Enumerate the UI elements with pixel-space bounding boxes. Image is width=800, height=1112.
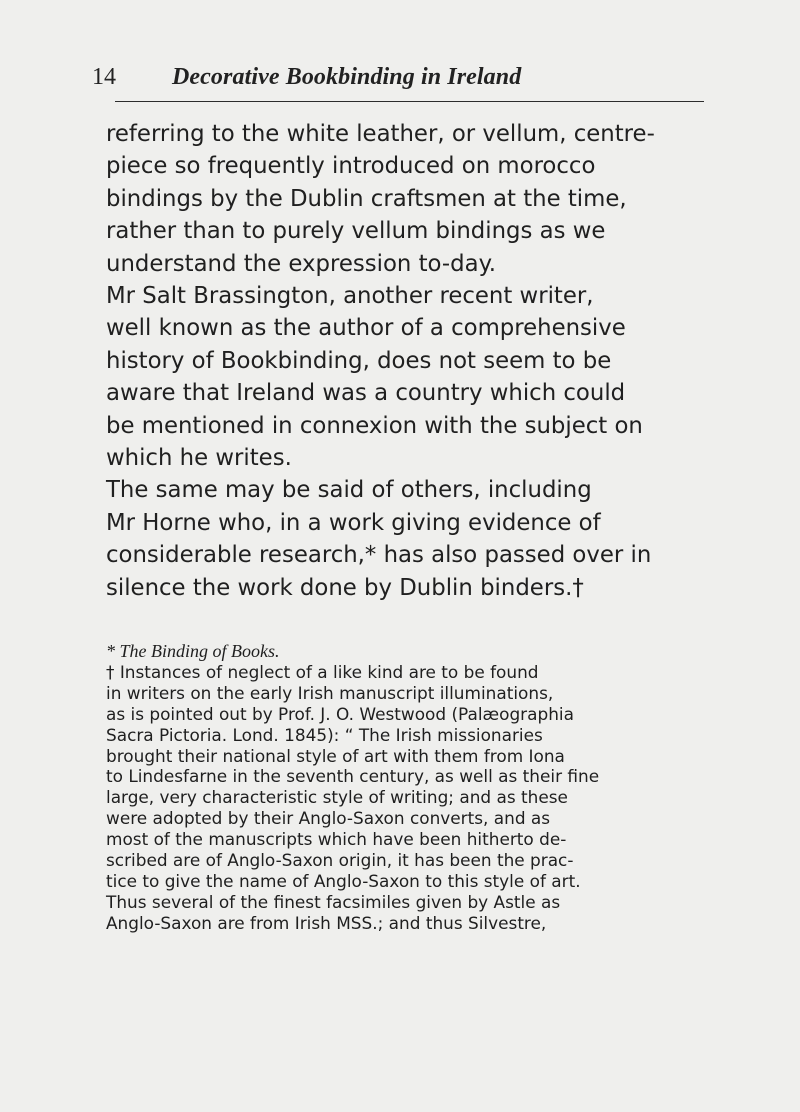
body-line-7: well known as the author of a comprehensive (106, 315, 626, 342)
body-line-6: Mr Salt Brassington, another recent writer, (106, 283, 594, 310)
body-line-3: bindings by the Dublin craftsmen at the time, (106, 185, 627, 212)
body-line-11: which he writes. (106, 445, 292, 472)
footnote-2-line-5: brought their national style of art with them from Iona (106, 745, 565, 766)
page-header (92, 63, 704, 103)
footnote-2-line-3: as is pointed out by Prof. J. O. Westwood (Palæographia (106, 703, 574, 724)
footnotes (106, 641, 706, 934)
footnote-2-line-7: large, very characteristic style of writing; and as these (106, 787, 568, 808)
body-line-10: be mentioned in connexion with the subject on (106, 412, 643, 439)
footnote-2-line-2: in writers on the early Irish manuscript illuminations, (106, 682, 554, 703)
body-line-5: understand the expression to-day. (106, 250, 497, 277)
footnote-2-line-13: Anglo-Saxon are from Irish MSS.; and thus Silvestre, (106, 912, 547, 933)
footnote-1: * The Binding of Books. (106, 641, 280, 661)
footnote-2-line-4: Sacra Pictoria. Lond. 1845): “ The Irish missionaries (106, 724, 543, 745)
body-line-1: referring to the white leather, or vellum, centre- (106, 121, 655, 147)
body-line-8: history of Bookbinding, does not seem to be (106, 347, 612, 374)
body-line-15: silence the work done by Dublin binders.† (106, 574, 584, 601)
footnote-2-line-8: were adopted by their Anglo-Saxon converts, and as (106, 808, 551, 829)
footnote-2-line-10: scribed are of Anglo-Saxon origin, it has been the prac- (106, 850, 574, 871)
body-line-4: rather than to purely vellum bindings as we (106, 218, 606, 245)
body-line-13: Mr Horne who, in a work giving evidence of (106, 509, 601, 536)
footnote-2-line-11: tice to give the name of Anglo-Saxon to this style of art. (106, 870, 581, 891)
body-line-14: considerable research,* has also passed over in (106, 542, 652, 569)
footnote-2-line-12: Thus several of the finest facsimiles given by Astle as (106, 891, 561, 912)
footnote-2-line-1: † Instances of neglect of a like kind are to be found (106, 661, 539, 682)
body-line-9: aware that Ireland was a country which could (106, 380, 626, 407)
page-number: 14 (92, 64, 116, 90)
main-text (106, 118, 706, 604)
header-rule (115, 101, 704, 102)
body-line-12: The same may be said of others, including (106, 477, 592, 504)
body-line-2: piece so frequently introduced on morocco (106, 153, 596, 180)
running-title: Decorative Bookbinding in Ireland (172, 64, 522, 90)
footnote-2-line-9: most of the manuscripts which have been hitherto de- (106, 829, 567, 850)
footnote-2-line-6: to Lindesfarne in the seventh century, as well as their fine (106, 766, 600, 787)
